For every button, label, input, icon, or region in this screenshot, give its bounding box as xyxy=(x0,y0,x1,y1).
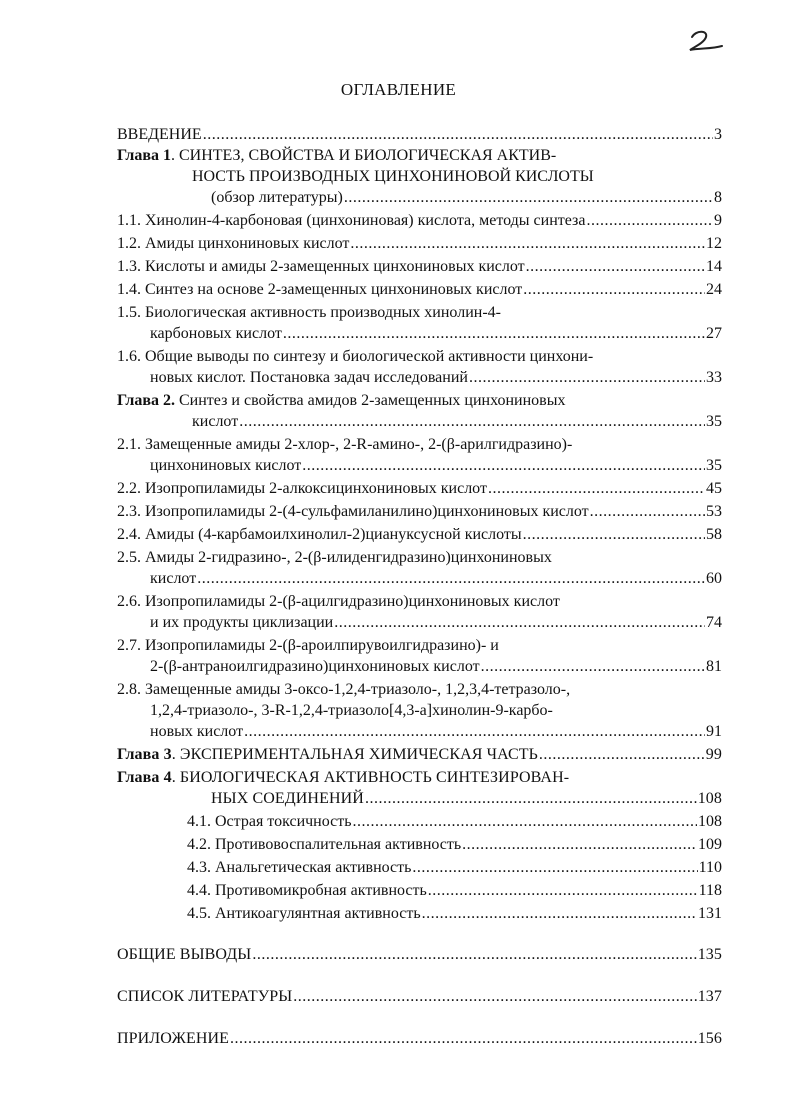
toc-entry-intro[interactable]: ВВЕДЕНИЕ ..... 3 xyxy=(117,124,722,145)
toc-section-1-3[interactable]: 1.3. Кислоты и амиды 2-замещенных цинхониновых кислот ..... 14 xyxy=(117,256,722,277)
toc-chapter-2-heading-line2: кислот ..... 35 xyxy=(192,411,722,432)
toc-section-2-8[interactable]: 2.8. Замещенные амиды 3-оксо-1,2,4-триазоло-, 1,2,3,4-тетразоло-, xyxy=(117,681,571,698)
toc-entry-references[interactable]: СПИСОК ЛИТЕРАТУРЫ ..... 137 xyxy=(117,986,722,1007)
toc-section-1-6-line2: новых кислот. Постановка задач исследований ..... 33 xyxy=(150,367,722,388)
toc-section-2-1-line2: цинхониновых кислот ..... 35 xyxy=(150,455,722,476)
toc-section-4-2[interactable]: 4.2. Противовоспалительная активность ..... 109 xyxy=(187,834,722,855)
handwritten-page-number xyxy=(686,28,726,54)
toc-chapter-1-heading[interactable]: Глава 1. СИНТЕЗ, СВОЙСТВА И БИОЛОГИЧЕСКАЯ АКТИВ- xyxy=(117,147,557,164)
toc-section-2-4[interactable]: 2.4. Амиды (4-карбамоилхинолил-2)циануксусной кислоты ..... 58 xyxy=(117,524,722,545)
toc-entry-appendix[interactable]: ПРИЛОЖЕНИЕ ..... 156 xyxy=(117,1028,722,1049)
toc-section-1-5-line2: карбоновых кислот ..... 27 xyxy=(150,323,722,344)
toc-chapter-1-heading-line2: НОСТЬ ПРОИЗВОДНЫХ ЦИНХОНИНОВОЙ КИСЛОТЫ xyxy=(192,168,594,185)
toc-section-2-6-line2: и их продукты циклизации ..... 74 xyxy=(150,612,722,633)
page-title: ОГЛАВЛЕНИЕ xyxy=(340,80,457,99)
toc-chapter-4-heading-line2: НЫХ СОЕДИНЕНИЙ ..... 108 xyxy=(211,788,722,809)
toc-section-4-1[interactable]: 4.1. Острая токсичность ..... 108 xyxy=(187,811,722,832)
toc-section-2-8-line3: новых кислот ..... 91 xyxy=(150,721,722,742)
toc-entry-conclusions[interactable]: ОБЩИЕ ВЫВОДЫ ..... 135 xyxy=(117,944,722,965)
toc-section-4-5[interactable]: 4.5. Антикоагулянтная активность ..... 131 xyxy=(187,903,722,924)
toc-section-2-5-line2: кислот ..... 60 xyxy=(150,568,722,589)
toc-chapter-1-heading-line3: (обзор литературы) ..... 8 xyxy=(211,187,722,208)
toc-section-1-1[interactable]: 1.1. Хинолин-4-карбоновая (цинхониновая) кислота, методы синтеза ..... 9 xyxy=(117,210,722,231)
toc-section-2-2[interactable]: 2.2. Изопропиламиды 2-алкоксицинхониновых кислот ..... 45 xyxy=(117,478,722,499)
toc-section-4-4[interactable]: 4.4. Противомикробная активность ..... 118 xyxy=(187,880,722,901)
toc-section-1-6[interactable]: 1.6. Общие выводы по синтезу и биологической активности цинхони- xyxy=(117,348,594,365)
toc-section-2-8-line2: 1,2,4-триазоло-, 3-R-1,2,4-триазоло[4,3-a]хинолин-9-карбо- xyxy=(150,702,553,719)
toc-chapter-3-heading[interactable]: Глава 3. ЭКСПЕРИМЕНТАЛЬНАЯ ХИМИЧЕСКАЯ ЧАСТЬ ..... 99 xyxy=(117,744,722,765)
toc-section-1-2[interactable]: 1.2. Амиды цинхониновых кислот ..... 12 xyxy=(117,233,722,254)
toc-section-2-1[interactable]: 2.1. Замещенные амиды 2-хлор-, 2-R-амино-, 2-(β-арилгидразино)- xyxy=(117,436,573,453)
toc-section-4-3[interactable]: 4.3. Анальгетическая активность ..... 110 xyxy=(187,857,722,878)
toc-section-2-5[interactable]: 2.5. Амиды 2-гидразино-, 2-(β-илиденгидразино)цинхониновых xyxy=(117,549,552,566)
toc-section-1-5[interactable]: 1.5. Биологическая активность производных хинолин-4- xyxy=(117,304,501,321)
toc-section-2-3[interactable]: 2.3. Изопропиламиды 2-(4-сульфамиланилино)цинхониновых кислот ..... 53 xyxy=(117,501,722,522)
toc-section-2-7-line2: 2-(β-антраноилгидразино)цинхониновых кислот ..... 81 xyxy=(150,656,722,677)
toc-section-2-7[interactable]: 2.7. Изопропиламиды 2-(β-ароилпирувоилгидразино)- и xyxy=(117,637,499,654)
toc-section-1-4[interactable]: 1.4. Синтез на основе 2-замещенных цинхониновых кислот ..... 24 xyxy=(117,279,722,300)
toc-chapter-2-heading[interactable]: Глава 2. Синтез и свойства амидов 2-замещенных цинхониновых xyxy=(117,392,566,409)
toc-section-2-6[interactable]: 2.6. Изопропиламиды 2-(β-ацилгидразино)цинхониновых кислот xyxy=(117,593,560,610)
toc-chapter-4-heading[interactable]: Глава 4. БИОЛОГИЧЕСКАЯ АКТИВНОСТЬ СИНТЕЗИРОВАН- xyxy=(117,769,570,786)
